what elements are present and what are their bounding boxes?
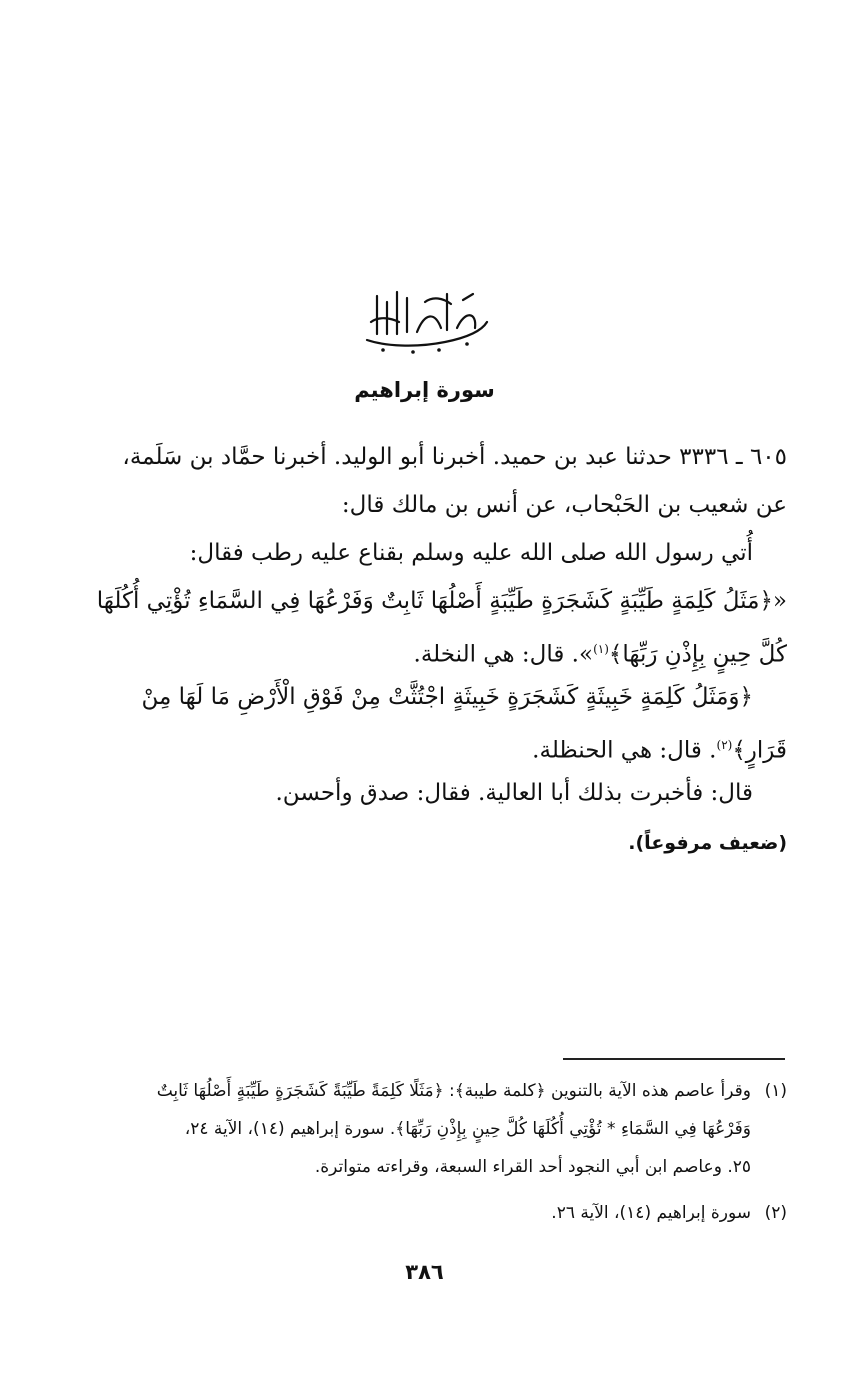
footnote-1-line-2: وَفَرْعُهَا فِي السَّمَاءِ * تُؤْتِي أُكُلَهَا كُلَّ حِينٍ بِإِذْنِ رَبِّهَا﴾. سورة إبراهيم (١٤)، الآية ٢٤،	[184, 1119, 751, 1139]
surah-title: سورة إبراهيم	[354, 378, 495, 402]
hadith-line-4: «﴿مَثَلُ كَلِمَةٍ طَيِّبَةٍ كَشَجَرَةٍ طَيِّبَةٍ أَصْلُهَا ثَابِتٌ وَفَرْعُهَا فِي السَّمَاءِ تُؤْتِي أُكُلَهَا	[96, 588, 787, 614]
hadith-line-8: قال: فأخبرت بذلك أبا العالية. فقال: صدق وأحسن.	[275, 780, 753, 806]
footnote-number: (١)	[764, 1081, 787, 1101]
footnote-2-line-1	[44, 1200, 787, 1226]
verse-fragment: كُلَّ حِينٍ بِإِذْنِ رَبِّهَا﴾	[608, 641, 787, 668]
hadith-line-1: ٦٠٥ ـ ٣٣٣٦ حدثنا عبد بن حميد. أخبرنا أبو الوليد. أخبرنا حمَّاد بن سَلَمة،	[122, 444, 787, 470]
hadith-line-5	[40, 632, 787, 672]
footnote-ref-2[interactable]: (٢)	[716, 738, 733, 752]
basmala-ornament	[0, 282, 849, 362]
basmala-calligraphy-icon	[355, 282, 495, 358]
hadith-grade: (ضعيف مرفوعاً).	[628, 832, 787, 854]
hadith-comment: . قال: هي الحنظلة.	[532, 737, 717, 764]
verse-fragment: قَرَارٍ﴾	[732, 737, 787, 764]
footnote-1-line-1	[44, 1078, 787, 1104]
footnote-1-line-3: ٢٥. وعاصم ابن أبي النجود أحد القراء السبعة، وقراءته متواترة.	[314, 1157, 751, 1177]
page-number: ٣٨٦	[405, 1260, 444, 1284]
hadith-line-3: أُتي رسول الله صلى الله عليه وسلم بقناع عليه رطب فقال:	[189, 540, 753, 566]
footnote-text: وقرأ عاصم هذه الآية بالتنوين ﴿كلمة طيبة﴾: ﴿مَثَلًا كَلِمَةً طَيِّبَةً كَشَجَرَةٍ طَيِّبَةٍ أَصْلُهَا ثَابِتٌ	[156, 1081, 751, 1101]
hadith-comment: ». قال: هي النخلة.	[413, 641, 594, 668]
footnote-text: سورة إبراهيم (١٤)، الآية ٢٦.	[551, 1203, 751, 1223]
hadith-line-6: ﴿وَمَثَلُ كَلِمَةٍ خَبِيثَةٍ كَشَجَرَةٍ خَبِيثَةٍ اجْتُثَّتْ مِنْ فَوْقِ الْأَرْضِ مَا لَهَا مِنْ	[141, 684, 753, 710]
footnote-divider	[563, 1058, 785, 1060]
hadith-line-2: عن شعيب بن الحَبْحاب، عن أنس بن مالك قال:	[341, 492, 787, 518]
footnote-number: (٢)	[764, 1203, 787, 1223]
hadith-line-7	[40, 728, 787, 768]
footnote-ref-1[interactable]: (١)	[593, 642, 609, 656]
